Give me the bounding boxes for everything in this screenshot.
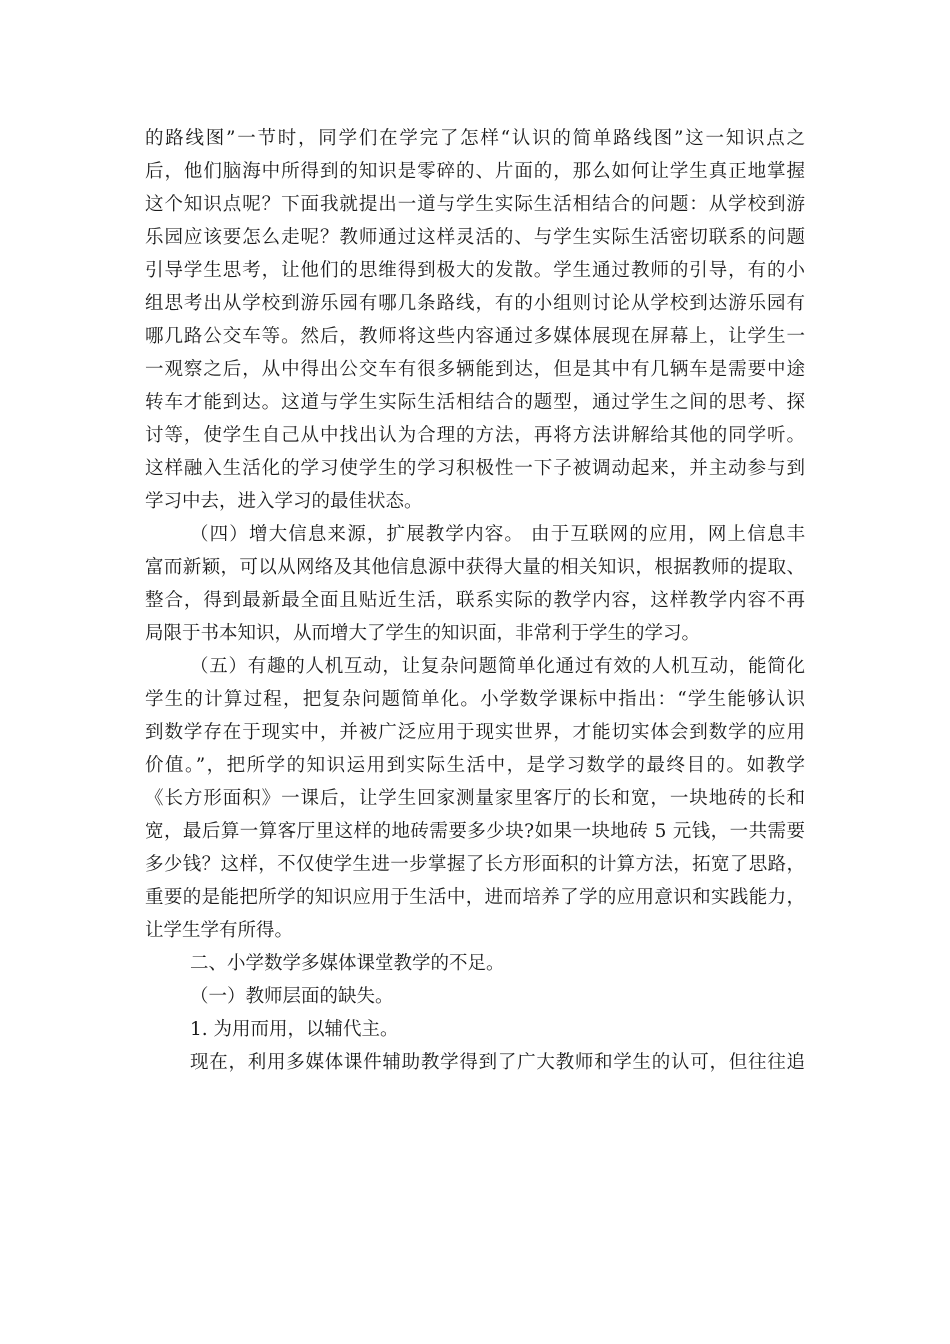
text-line: 这个知识点呢？下面我就提出一道与学生实际生活相结合的问题：从学校到游 — [145, 194, 805, 215]
text-line: 转车才能到达。这道与学生实际生活相结合的题型，通过学生之间的思考、探 — [145, 392, 805, 413]
text-line: 让学生学有所得。 — [145, 920, 294, 941]
text-line: 多少钱？这样，不仅使学生进一步掌握了长方形面积的计算方法，拓宽了思路， — [145, 854, 805, 875]
text-line: 哪几路公交车等。然后，教师将这些内容通过多媒体展现在屏幕上，让学生一 — [145, 326, 805, 347]
text-line: 引导学生思考，让他们的思维得到极大的发散。学生通过教师的引导，有的小 — [145, 260, 805, 281]
text-line: 组思考出从学校到游乐园有哪几条路线，有的小组则讨论从学校到达游乐园有 — [145, 293, 805, 314]
section-heading: （一）教师层面的缺失。 — [190, 986, 394, 1007]
text-line: 《长方形面积》一课后，让学生回家测量家里客厅的长和宽，一块地砖的长和 — [145, 788, 805, 809]
document-body — [145, 122, 805, 1079]
subsection-heading: 1. 为用而用，以辅代主。 — [190, 1019, 399, 1040]
section-heading-line: （四）增大信息来源，扩展教学内容。 由于互联网的应用，网上信息丰 — [190, 524, 805, 545]
text-line: 到数学存在于现实中，并被广泛应用于现实世界，才能切实体会到数学的应用 — [145, 722, 805, 743]
text-line: 学生的计算过程，把复杂问题简单化。小学数学课标中指出：“学生能够认识 — [145, 689, 805, 710]
text-line: 后，他们脑海中所得到的知识是零碎的、片面的，那么如何让学生真正地掌握 — [145, 161, 805, 182]
text-line: 讨等，使学生自己从中找出认为合理的方法，再将方法讲解给其他的同学听。 — [145, 425, 805, 446]
text-line: 宽，最后算一算客厅里这样的地砖需要多少块?如果一块地砖 5 元钱，一共需要 — [145, 821, 805, 842]
text-line: 现在，利用多媒体课件辅助教学得到了广大教师和学生的认可，但往往追 — [190, 1052, 805, 1073]
text-line: 局限于书本知识，从而增大了学生的知识面，非常利于学生的学习。 — [145, 623, 701, 644]
section-heading-line: （五）有趣的人机互动，让复杂问题简单化通过有效的人机互动，能简化 — [190, 656, 805, 677]
chapter-heading: 二、小学数学多媒体课堂教学的不足。 — [190, 953, 505, 974]
text-line: 乐园应该要怎么走呢？教师通过这样灵活的、与学生实际生活密切联系的问题 — [145, 227, 805, 248]
text-line: 富而新颖，可以从网络及其他信息源中获得大量的相关知识，根据教师的提取、 — [145, 557, 805, 578]
text-line: 这样融入生活化的学习使学生的学习积极性一下子被调动起来，并主动参与到 — [145, 458, 805, 479]
text-line: 一观察之后，从中得出公交车有很多辆能到达，但是其中有几辆车是需要中途 — [145, 359, 805, 380]
text-line: 的路线图”一节时，同学们在学完了怎样“认识的简单路线图”这一知识点之 — [145, 128, 805, 149]
text-line: 价值。”，把所学的知识运用到实际生活中，是学习数学的最终目的。如教学 — [145, 755, 805, 776]
text-line: 整合，得到最新最全面且贴近生活，联系实际的教学内容，这样教学内容不再 — [145, 590, 805, 611]
text-line: 学习中去，进入学习的最佳状态。 — [145, 491, 423, 512]
text-line: 重要的是能把所学的知识应用于生活中，进而培养了学的应用意识和实践能力， — [145, 887, 805, 908]
